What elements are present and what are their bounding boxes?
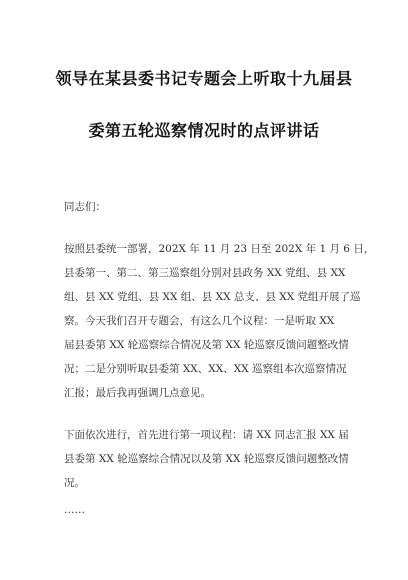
paragraph-line: 县委第一、第二、第三巡察组分别对县政务 XX 党组、县 XX <box>64 267 346 279</box>
document-title-line-1: 领导在某县委书记专题会上听取十九届县 <box>55 69 353 88</box>
paragraph-line: 况；二是分别听取县委第 XX、XX、XX 巡察组本次巡察情况 <box>64 363 347 375</box>
paragraph-line: 汇报；最后我再强调几点意见。 <box>64 387 211 399</box>
paragraph-line: 下面依次进行，首先进行第一项议程：请 XX 同志汇报 XX 届 <box>64 429 349 441</box>
paragraph-line: 按照县委统一部署，202X 年 11 月 23 日至 202X 年 1 月 6 日， <box>64 243 375 255</box>
paragraph-line: 况。 <box>64 477 85 489</box>
document-title-line-2: 委第五轮巡察情况时的点评讲话 <box>88 121 320 140</box>
paragraph-line: 县委第 XX 轮巡察综合情况以及第 XX 轮巡察反馈问题整改情 <box>64 453 349 465</box>
paragraph-line: 组、县 XX 党组、县 XX 组、县 XX 总支、县 XX 党组开展了巡 <box>64 291 361 303</box>
paragraph-line: 届县委第 XX 轮巡察综合情况及第 XX 轮巡察反馈问题整改情 <box>64 339 349 351</box>
greeting: 同志们： <box>64 201 106 213</box>
ellipsis: …… <box>64 504 85 516</box>
paragraph-line: 察。今天我们召开专题会，有这么几个议程：一是听取 XX <box>64 315 335 327</box>
